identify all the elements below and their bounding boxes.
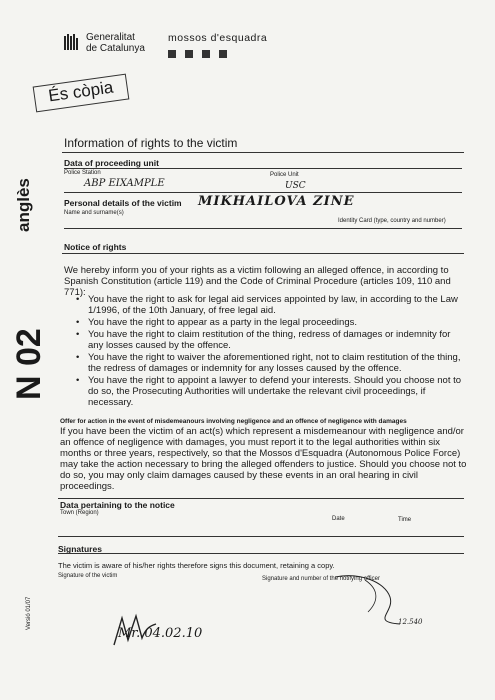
victim-signature-date: Mr. 04.02.10 xyxy=(118,626,203,641)
name-label: Name and surname(s) xyxy=(64,210,124,216)
notice-intro: We hereby inform you of your rights as a victim following an alleged offence, in according to Spanish Constitution (article 119) and the Code of Criminal Procedure (articles 109, 110 and 771): xyxy=(64,265,451,298)
personal-heading: Personal details of the victim xyxy=(64,198,182,208)
org-name-line2: de Catalunya xyxy=(86,43,145,54)
offer-heading: Offer for action in the event of misdemeanours involving negligence and an offence of negligence with damages xyxy=(60,418,407,425)
victim-name-value: MIKHAILOVA ZINE xyxy=(198,194,355,209)
offer-text: If you have been the victim of an act(s) which represent a misdemeanour with negligence and/or an offence of negligence with damages, you must report it to the legal authorities within six months or three years, respectively, so that the Mossos d'Esquadra (Autonomous Police Force) may take the action necessary to bring the alleged offenders to justice. Should you choose not to do so, you may only claim damages caused by these events in an oral hearing in civil proceedings. xyxy=(60,426,467,492)
town-label: Town (Region) xyxy=(60,510,99,516)
time-label: Time xyxy=(398,517,412,523)
org-name-line1: Generalitat xyxy=(86,32,135,43)
signatures-heading: Signatures xyxy=(58,544,102,554)
officer-signature-label: Signature and number of the notifying officer xyxy=(262,576,380,582)
police-logo-icon xyxy=(168,45,228,63)
rights-item: • You have the right to appoint a lawyer to defend your interests. Should you choose not to do so, the Prosecuting Authorities will undertake the relevant civil proceedings, if necessary. xyxy=(64,375,468,408)
notice-data-heading: Data pertaining to the notice xyxy=(60,500,175,510)
rights-item: • You have the right to appear as a party in the legal proceedings. xyxy=(64,317,468,328)
generalitat-logo-icon xyxy=(64,34,78,50)
victim-signature-label: Signature of the victim xyxy=(58,573,118,579)
proceeding-heading: Data of proceeding unit xyxy=(64,158,159,168)
date-label: Date xyxy=(332,516,345,522)
station-value: ABP EIXAMPLE xyxy=(84,178,165,189)
rights-item: • You have the right to waiver the aforementioned right, not to claim restitution of the thing, the redress of damages or indemnity for any losses caused by the offence. xyxy=(64,352,468,374)
copy-stamp: És còpia xyxy=(33,74,130,113)
page-title: Information of rights to the victim xyxy=(64,136,238,150)
station-label: Police Station xyxy=(64,170,101,176)
language-label: anglès xyxy=(14,178,33,232)
rights-item: • You have the right to ask for legal aid services appointed by law, in according to the Law 1/1996, of the 10th January, of free legal aid. xyxy=(64,294,468,316)
signatures-text: The victim is aware of his/her rights therefore signs this document, retaining a copy. xyxy=(58,561,335,570)
police-name: mossos d'esquadra xyxy=(168,32,268,44)
rights-list xyxy=(64,294,468,409)
unit-value: USC xyxy=(285,181,306,191)
notice-heading: Notice of rights xyxy=(64,242,127,252)
form-code: N 02 xyxy=(10,328,48,400)
officer-signature-number: 12.540 xyxy=(398,618,423,626)
id-label: Identity Card (type, country and number) xyxy=(338,218,446,224)
unit-label: Police Unit xyxy=(270,172,299,178)
rights-item: • You have the right to claim restitution of the thing, redress of damages or indemnity for any losses caused by the offence. xyxy=(64,329,468,351)
version-label: Versió 01/07 xyxy=(26,596,32,630)
